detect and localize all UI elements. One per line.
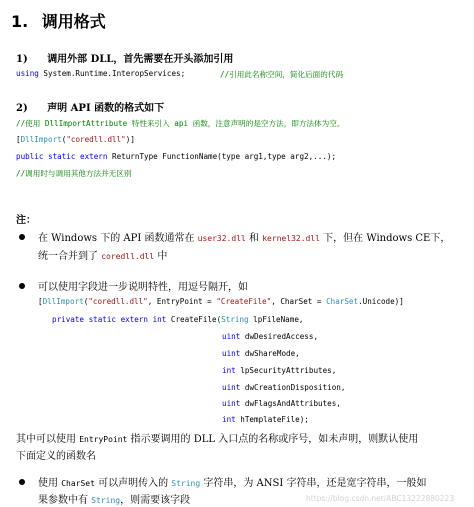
bullet-1-marker: [19, 234, 25, 240]
declaration-signature: ReturnType FunctionName(type arg1,type arg2,...);: [107, 152, 337, 161]
using-line: [16, 69, 185, 78]
notes-label: 注：: [16, 215, 36, 226]
param-line: uint dwDesiredAccess,: [222, 332, 319, 341]
section2-number: 2): [16, 103, 28, 114]
bullet-1-line-1: 在 Windows 下的 API 函数通常在 user32.dll 和 kernel32.dll 下，但在 Windows CE下，: [38, 233, 451, 244]
bullet-1-line-2: 统一合并到了 coredll.dll 中: [38, 251, 168, 262]
kernel32-dll: kernel32.dll: [262, 234, 320, 243]
section2-title: 声明 API 函数的格式如下: [47, 103, 165, 114]
using-keyword: using: [16, 69, 39, 78]
dll-name-string: "coredll.dll": [66, 135, 126, 144]
declaration-keywords: public static extern: [16, 152, 108, 161]
param-line: uint dwShareMode,: [222, 349, 300, 358]
string-term: String: [171, 479, 201, 488]
dllimport-comment: //使用 DllImportAttribute 特性来引入 api 函数，注意声明的是空方法，即方法体为空。: [16, 119, 345, 128]
bullet-3-line-2: 果参数中有 String，则需要该字段: [38, 495, 191, 506]
param-line: uint dwCreationDisposition,: [222, 383, 346, 392]
watermark: https://blog.csdn.net/ABC13222880223: [306, 494, 455, 503]
entrypoint-explanation-line-2: 下面定义的函数名: [16, 451, 96, 462]
bullet-2-text: 可以使用字段进一步说明特性，用逗号隔开，如: [38, 282, 248, 293]
createfile-declaration: private static extern int CreateFile(String lpFileName,: [52, 315, 304, 324]
section1-title: 调用外部 DLL，首先需要在开头添加引用: [47, 54, 234, 65]
bullet-3-marker: [19, 479, 25, 485]
charset-term: CharSet: [61, 479, 95, 488]
section1-number: 1): [16, 54, 28, 65]
dllimport-attribute: DllImport: [20, 135, 62, 144]
section1-heading: [16, 50, 233, 65]
heading-title: 调用格式: [41, 12, 106, 31]
bullet-2-marker: [19, 283, 25, 289]
call-comment: //调用时与调用其他方法并无区别: [16, 169, 132, 178]
string-term: String: [91, 496, 121, 505]
using-namespace: System.Runtime.InteropServices;: [38, 69, 186, 78]
attribute-line: [DllImport("coredll.dll")]: [16, 135, 135, 144]
declaration-line: [16, 152, 336, 161]
page-heading: [11, 9, 106, 32]
bullet-3-line-1: 使用 CharSet 可以声明传入的 String 字符串，为 ANSI 字符串，还是宽字符串，一般如: [38, 478, 427, 489]
section2-heading: [16, 99, 164, 114]
param-line: uint dwFlagsAndAttributes,: [222, 399, 341, 408]
user32-dll: user32.dll: [197, 234, 246, 243]
attribute-example-line: [DllImport("coredll.dll", EntryPoint = "CreateFile", CharSet = CharSet.Unicode)]: [38, 297, 404, 306]
entrypoint-term: EntryPoint: [79, 435, 128, 444]
entrypoint-explanation-line-1: 其中可以使用 EntryPoint 指示要调用的 DLL 入口点的名称或序号，如未声明，则默认使用: [16, 434, 419, 445]
param-line: int hTemplateFile);: [222, 415, 309, 424]
using-comment: //引用此名称空间，简化后面的代码: [220, 70, 344, 79]
coredll-dll: coredll.dll: [101, 252, 155, 261]
param-line: int lpSecurityAttributes,: [222, 366, 337, 375]
heading-number: 1.: [11, 12, 29, 31]
